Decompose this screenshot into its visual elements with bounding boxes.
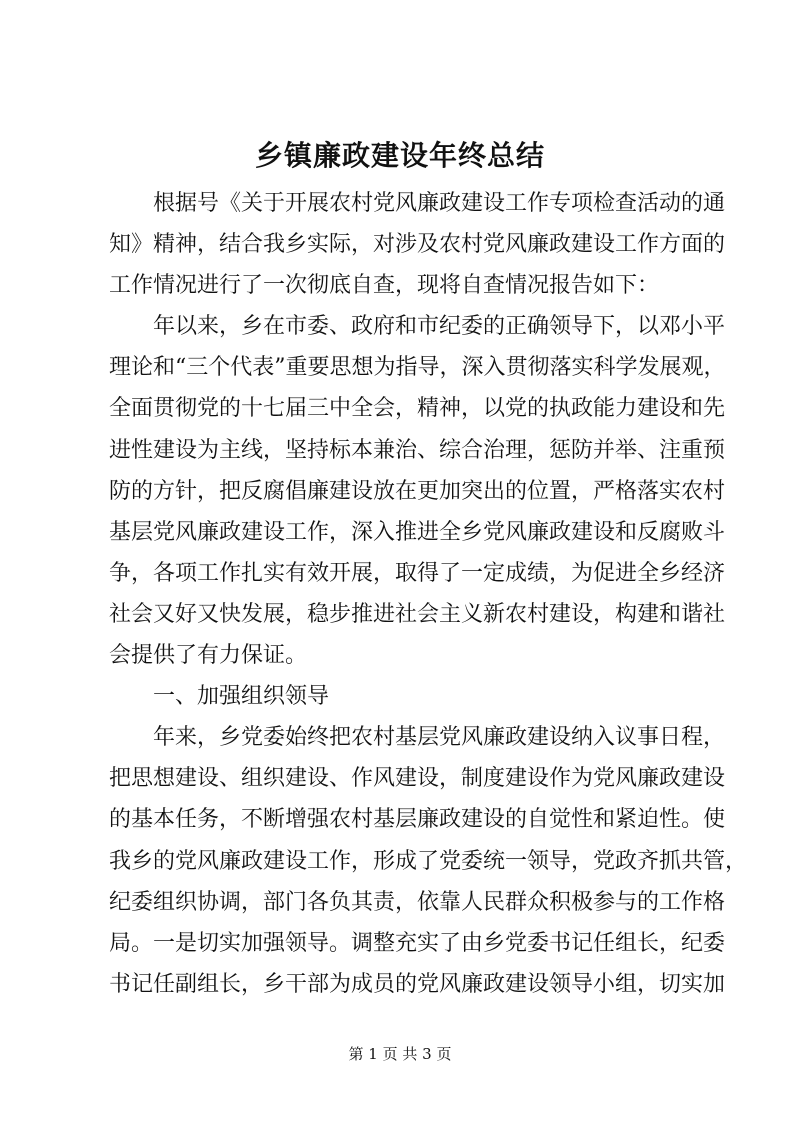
text-line: 争，各项工作扎实有效开展，取得了一定成绩，为促进全乡经济 xyxy=(109,560,726,586)
text-line: 工作情况进行了一次彻底自查，现将自查情况报告如下： xyxy=(109,273,660,299)
text-line: 年以来，乡在市委、政府和市纪委的正确领导下，以邓小平 xyxy=(153,314,726,340)
text-line: 基层党风廉政建设工作，深入推进全乡党风廉政建设和反腐败斗 xyxy=(109,519,726,545)
text-line: 年来，乡党委始终把农村基层党风廉政建设纳入议事日程， xyxy=(153,725,726,751)
text-line: 根据号《关于开展农村党风廉政建设工作专项检查活动的通 xyxy=(153,191,726,216)
document-title: 乡镇廉政建设年终总结 xyxy=(254,139,545,172)
text-line: 书记任副组长，乡干部为成员的党风廉政建设领导小组，切实加 xyxy=(109,971,726,997)
text-line: 全面贯彻党的十七届三中全会，精神，以党的执政能力建设和先 xyxy=(109,396,726,422)
text-line: 的基本任务，不断增强农村基层廉政建设的自觉性和紧迫性。使 xyxy=(109,807,726,833)
text-line: 知》精神，结合我乡实际，对涉及农村党风廉政建设工作方面的 xyxy=(109,232,726,258)
text-line: 纪委组织协调，部门各负其责，依靠人民群众积极参与的工作格 xyxy=(109,889,726,915)
text-line: 会提供了有力保证。 xyxy=(109,643,308,669)
text-line: 社会又好又快发展，稳步推进社会主义新农村建设，构建和谐社 xyxy=(109,601,726,627)
document-body xyxy=(109,183,748,1005)
text-line: 进性建设为主线，坚持标本兼治、综合治理，惩防并举、注重预 xyxy=(109,437,726,463)
text-line: 局。一是切实加强领导。调整充实了由乡党委书记任组长，纪委 xyxy=(109,930,726,956)
text-line: 理论和“三个代表”重要思想为指导，深入贯彻落实科学发展观， xyxy=(109,355,726,381)
text-line: 把思想建设、组织建设、作风建设，制度建设作为党风廉政建设 xyxy=(109,766,726,792)
text-line: 我乡的党风廉政建设工作，形成了党委统一领导，党政齐抓共管， xyxy=(109,848,748,874)
section-heading: 一、加强组织领导 xyxy=(153,684,330,710)
text-line: 防的方针，把反腐倡廉建设放在更加突出的位置，严格落实农村 xyxy=(109,478,726,504)
page-footer: 第 1 页 共 3 页 xyxy=(348,1045,452,1063)
